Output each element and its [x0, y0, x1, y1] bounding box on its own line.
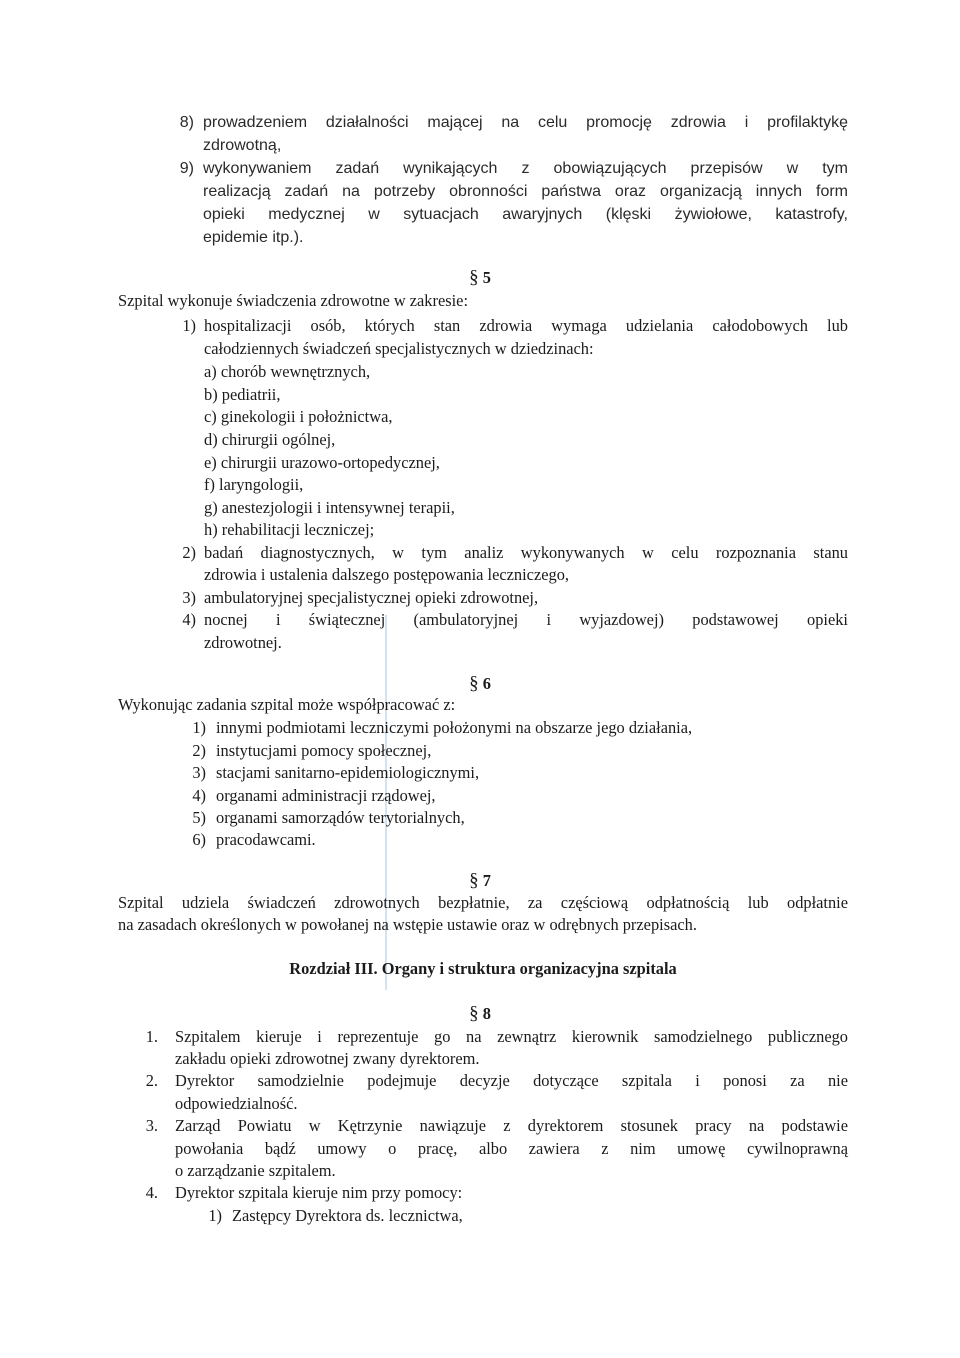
list-number: 1)	[208, 1206, 222, 1225]
section-5-intro: Szpital wykonuje świadczenia zdrowotne w zakresie:	[118, 291, 468, 310]
s8-item-4-sub-1: Zastępcy Dyrektora ds. lecznictwa,	[232, 1206, 463, 1225]
list-number: 1)	[182, 316, 196, 335]
item-9-line-1: wykonywaniem zadań wynikających z obowiązujących przepisów w tym	[203, 160, 848, 177]
s8-item-3-line-2: powołania bądź umowy o pracę, albo zawiera z nim umowę cywilnoprawną	[175, 1139, 848, 1158]
list-number: 1)	[192, 718, 206, 737]
section-7-line-1: Szpital udziela świadczeń zdrowotnych bezpłatnie, za częściową odpłatnością lub odpłatnie	[118, 893, 848, 912]
list-number: 5)	[192, 808, 206, 827]
list-number: 6)	[192, 830, 206, 849]
section-number: 7	[482, 871, 491, 890]
section-7-heading	[440, 870, 520, 892]
s8-item-2-line-1: Dyrektor samodzielnie podejmuje decyzje dotyczące szpitala i ponosi za nie	[175, 1071, 848, 1090]
section-symbol: §	[469, 267, 479, 288]
s8-item-3-line-3: o zarządzanie szpitalem.	[175, 1161, 336, 1180]
list-number: 4.	[145, 1183, 158, 1202]
list-number: 3)	[192, 763, 206, 782]
section-6-heading	[440, 673, 520, 695]
item-8-line-1: prowadzeniem działalności mającej na celu promocję zdrowia i profilaktykę	[203, 114, 848, 131]
list-number: 9)	[179, 160, 194, 177]
section-5-heading	[440, 267, 520, 289]
s5-sub-d: d) chirurgii ogólnej,	[204, 430, 336, 449]
section-symbol: §	[469, 870, 479, 891]
s6-item-4: organami administracji rządowej,	[216, 786, 436, 805]
s5-sub-h: h) rehabilitacji leczniczej;	[204, 520, 375, 539]
s6-item-2: instytucjami pomocy społecznej,	[216, 741, 432, 760]
section-number: 5	[482, 268, 491, 287]
s5-item-1-line-2: całodziennych świadczeń specjalistycznych w dziedzinach:	[204, 339, 594, 358]
item-8-line-2: zdrowotną,	[203, 137, 282, 154]
s5-item-4-line-1: nocnej i świątecznej (ambulatoryjnej i wyjazdowej) podstawowej opieki	[204, 610, 848, 629]
s5-item-2-line-2: zdrowia i ustalenia dalszego postępowania leczniczego,	[204, 565, 569, 584]
section-6-intro: Wykonując zadania szpital może współpracować z:	[118, 695, 456, 714]
s6-item-5: organami samorządów terytorialnych,	[216, 808, 465, 827]
s5-sub-g: g) anestezjologii i intensywnej terapii,	[204, 498, 455, 517]
list-number: 1.	[145, 1027, 158, 1046]
section-number: 6	[482, 674, 491, 693]
list-number: 4)	[182, 610, 196, 629]
s5-sub-b: b) pediatrii,	[204, 385, 281, 404]
list-number: 4)	[192, 786, 206, 805]
section-symbol: §	[469, 673, 479, 694]
s5-sub-c: c) ginekologii i położnictwa,	[204, 407, 393, 426]
item-9-line-4: epidemie itp.).	[203, 229, 304, 246]
section-8-heading	[440, 1003, 520, 1025]
s8-item-1-line-1: Szpitalem kieruje i reprezentuje go na zewnątrz kierownik samodzielnego publicznego	[175, 1027, 848, 1046]
chapter-heading: Rozdział III. Organy i struktura organizacyjna szpitala	[289, 959, 677, 978]
list-number: 8)	[179, 114, 194, 131]
section-7-line-2: na zasadach określonych w powołanej na wstępie ustawie oraz w odrębnych przepisach.	[118, 915, 697, 934]
s6-item-6: pracodawcami.	[216, 830, 316, 849]
list-number: 2.	[145, 1071, 158, 1090]
s8-item-3-line-1: Zarząd Powiatu w Kętrzynie nawiązuje z dyrektorem stosunek pracy na podstawie	[175, 1116, 848, 1135]
list-number: 3.	[145, 1116, 158, 1135]
s5-item-1-line-1: hospitalizacji osób, których stan zdrowia wymaga udzielania całodobowych lub	[204, 316, 848, 335]
item-9-line-2: realizacją zadań na potrzeby obronności państwa oraz organizacją innych form	[203, 183, 848, 200]
s5-sub-e: e) chirurgii urazowo-ortopedycznej,	[204, 453, 440, 472]
s5-item-4-line-2: zdrowotnej.	[204, 633, 282, 652]
s5-sub-f: f) laryngologii,	[204, 475, 304, 494]
list-number: 2)	[182, 543, 196, 562]
s6-item-1: innymi podmiotami leczniczymi położonymi na obszarze jego działania,	[216, 718, 693, 737]
s5-sub-a: a) chorób wewnętrznych,	[204, 362, 371, 381]
list-number: 3)	[182, 588, 196, 607]
s5-item-2-line-1: badań diagnostycznych, w tym analiz wykonywanych w celu rozpoznania stanu	[204, 543, 848, 562]
s8-item-4-line-1: Dyrektor szpitala kieruje nim przy pomocy:	[175, 1183, 463, 1202]
s8-item-1-line-2: zakładu opieki zdrowotnej zwany dyrektorem.	[175, 1049, 480, 1068]
s5-item-3: ambulatoryjnej specjalistycznej opieki zdrowotnej,	[204, 588, 539, 607]
s8-item-2-line-2: odpowiedzialność.	[175, 1094, 298, 1113]
list-number: 2)	[192, 741, 206, 760]
section-symbol: §	[469, 1003, 479, 1024]
item-9-line-3: opieki medycznej w sytuacjach awaryjnych (klęski żywiołowe, katastrofy,	[203, 206, 848, 223]
s6-item-3: stacjami sanitarno-epidemiologicznymi,	[216, 763, 480, 782]
section-number: 8	[482, 1004, 491, 1023]
